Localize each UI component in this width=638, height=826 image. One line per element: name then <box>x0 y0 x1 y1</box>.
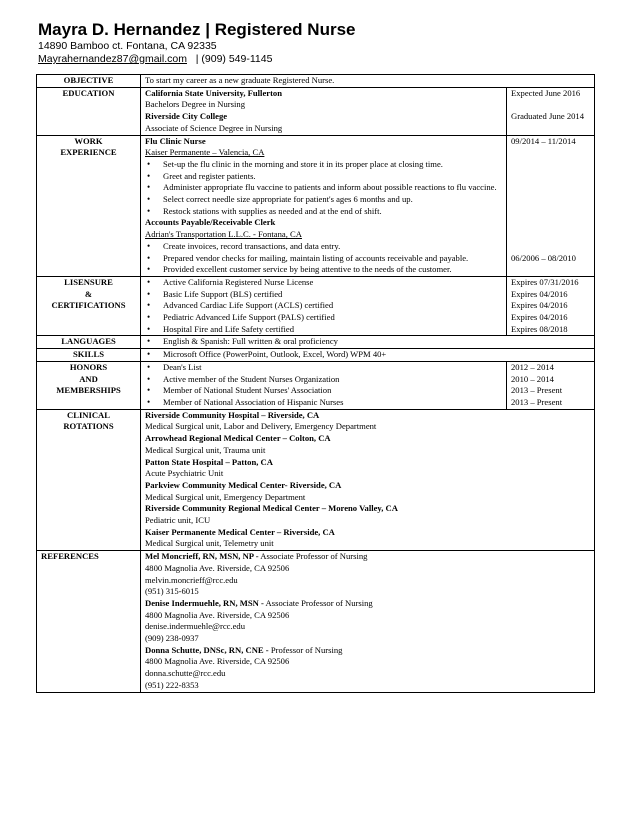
reference-role: Associate Professor of Nursing <box>263 597 373 608</box>
licensure-label-line: LISENSURE <box>64 276 113 287</box>
honors-label <box>37 361 141 409</box>
list-item: • Create invoices, record transactions, and data entry. <box>145 241 502 253</box>
email-link[interactable]: Mayrahernandez87@gmail.com <box>38 53 187 65</box>
list-item: • Set-up the flu clinic in the morning and store it in its proper place at closing time. <box>145 159 502 171</box>
reference-role: Associate Professor of Nursing <box>258 551 368 562</box>
rotation-site: Patton State Hospital – Patton, CA <box>145 456 273 467</box>
list-item: • Active member of the Student Nurses Organization <box>145 374 502 386</box>
job-employer: Kaiser Permanente – Valencia, CA <box>145 147 265 158</box>
rotation-unit: Medical Surgical unit, Telemetry unit <box>145 538 274 549</box>
honors-label-line: AND <box>79 373 98 384</box>
job-bullets <box>145 241 502 276</box>
rotation-site: Kaiser Permanente Medical Center – Riverside, CA <box>145 526 335 537</box>
job-dates: 06/2006 – 08/2010 <box>511 252 576 263</box>
list-item: • Pediatric Advanced Life Support (PALS) certified <box>145 312 502 324</box>
contact-line <box>38 53 598 66</box>
objective-row <box>37 75 595 88</box>
licensure-label-line: CERTIFICATIONS <box>51 300 126 311</box>
rotation-unit: Medical Surgical unit, Emergency Department <box>145 491 306 502</box>
school-name: California State University, Fullerton <box>145 87 283 98</box>
reference-heading <box>145 645 590 657</box>
clinical-row <box>37 409 595 550</box>
list-item: • Select correct needle size appropriate for patient's ages 6 months and up. <box>145 194 502 206</box>
expiry-date: Expires 04/2016 <box>511 288 568 299</box>
licensure-row <box>37 276 595 336</box>
references-label: REFERENCES <box>37 551 141 692</box>
reference-heading <box>145 598 590 610</box>
work-dates <box>507 135 595 276</box>
resume-table <box>36 74 595 693</box>
rotation-site: Riverside Community Regional Medical Center – Moreno Valley, CA <box>145 503 398 514</box>
rotation-unit: Medical Surgical unit, Labor and Delivery, Emergency Department <box>145 421 377 432</box>
rotation-site: Riverside Community Hospital – Riverside, CA <box>145 409 320 420</box>
rotation-site: Parkview Community Medical Center- Riverside, CA <box>145 479 342 490</box>
rotation-unit: Pediatric unit, ICU <box>145 515 211 526</box>
clinical-label-line: ROTATIONS <box>63 421 114 432</box>
reference-email[interactable]: denise.indermuehle@rcc.edu <box>145 621 246 632</box>
phone-number: | (909) 549-1145 <box>195 53 273 65</box>
list-item: • Member of National Student Nurses' Association <box>145 385 502 397</box>
work-label <box>37 135 141 276</box>
list-item: • Hospital Fire and Life Safety certified <box>145 324 502 336</box>
licensure-list <box>141 276 507 336</box>
list-item: • Basic Life Support (BLS) certified <box>145 289 502 301</box>
honor-date: 2013 – Present <box>511 385 563 396</box>
work-row <box>37 135 595 276</box>
job-employer: Adrian's Transportation L.L.C. - Fontana, CA <box>145 229 302 240</box>
references-row <box>37 551 595 692</box>
reference-name: Mel Moncrieff, RN, MSN, NP - <box>145 551 259 562</box>
reference-phone: (951) 315-6015 <box>145 586 199 597</box>
objective-label: OBJECTIVE <box>37 75 141 88</box>
rotation-site: Arrowhead Regional Medical Center – Colton, CA <box>145 433 331 444</box>
expiry-date: Expires 08/2018 <box>511 323 568 334</box>
address-line: 14890 Bamboo ct. Fontana, CA 92335 <box>38 40 217 52</box>
honors-row <box>37 361 595 409</box>
work-label-line: EXPERIENCE <box>60 147 117 158</box>
expiry-date: Expires 04/2016 <box>511 300 568 311</box>
education-list <box>141 87 507 135</box>
list-item: • Active California Registered Nurse License <box>145 277 502 289</box>
list-item: • Restock stations with supplies as needed and at the end of shift. <box>145 206 502 218</box>
job-title: Flu Clinic Nurse <box>145 135 206 146</box>
skills-label: SKILLS <box>37 349 141 362</box>
expiry-date: Expires 04/2016 <box>511 312 568 323</box>
clinical-list <box>141 409 595 550</box>
page-title: Mayra D. Hernandez | Registered Nurse <box>38 20 356 39</box>
reference-name: Denise Indermuehle, RN, MSN - <box>145 597 264 608</box>
languages-label: LANGUAGES <box>37 336 141 349</box>
honors-label-line: HONORS <box>69 361 108 372</box>
list-item: • Administer appropriate flu vaccine to patients and inform about possible reactions to flu vaccine. <box>145 182 502 194</box>
licensure-dates <box>507 276 595 336</box>
skills-cell <box>141 349 595 362</box>
school-name: Riverside City College <box>145 111 228 122</box>
education-dates <box>507 87 595 135</box>
reference-address: 4800 Magnolia Ave. Riverside, CA 92506 <box>145 656 290 667</box>
reference-name: Donna Schutte, DNSc, RN, CNE - <box>145 644 269 655</box>
list-item: • Member of National Association of Hispanic Nurses <box>145 397 502 409</box>
honor-date: 2012 – 2014 <box>511 361 554 372</box>
reference-heading <box>145 551 590 563</box>
list-item: • Provided excellent customer service by being attentive to the needs of the customer. <box>145 264 502 276</box>
education-date: Graduated June 2014 <box>511 111 585 122</box>
job-bullets <box>145 159 502 218</box>
languages-row <box>37 336 595 349</box>
reference-phone: (909) 238-0937 <box>145 633 199 644</box>
list-item: • Dean's List <box>145 362 502 374</box>
references-list <box>141 551 595 692</box>
clinical-label-line: CLINICAL <box>67 409 110 420</box>
list-item: • Microsoft Office (PowerPoint, Outlook, Excel, Word) WPM 40+ <box>145 349 590 361</box>
work-list <box>141 135 507 276</box>
honor-date: 2013 – Present <box>511 396 563 407</box>
education-row <box>37 87 595 135</box>
reference-address: 4800 Magnolia Ave. Riverside, CA 92506 <box>145 562 290 573</box>
rotation-unit: Acute Psychiatric Unit <box>145 468 224 479</box>
languages-cell <box>141 336 595 349</box>
reference-email[interactable]: donna.schutte@rcc.edu <box>145 668 226 679</box>
job-dates: 09/2014 – 11/2014 <box>511 135 576 146</box>
education-label: EDUCATION <box>37 87 141 135</box>
work-label-line: WORK <box>74 135 103 146</box>
skills-row <box>37 349 595 362</box>
job-title: Accounts Payable/Receivable Clerk <box>145 217 276 228</box>
list-item: • Advanced Cardiac Life Support (ACLS) certified <box>145 300 502 312</box>
list-item: • Prepared vendor checks for mailing, maintain listing of accounts receivable and payable. <box>145 253 502 265</box>
resume-header <box>38 20 598 66</box>
objective-text: To start my career as a new graduate Registered Nurse. <box>141 75 595 88</box>
list-item: • Greet and register patients. <box>145 171 502 183</box>
licensure-label-line: & <box>84 288 93 299</box>
honors-label-line: MEMBERSHIPS <box>56 385 121 396</box>
honor-date: 2010 – 2014 <box>511 373 554 384</box>
honors-dates <box>507 361 595 409</box>
reference-address: 4800 Magnolia Ave. Riverside, CA 92506 <box>145 609 290 620</box>
expiry-date: Expires 07/31/2016 <box>511 276 579 287</box>
reference-phone: (951) 222-8353 <box>145 679 199 690</box>
education-date: Expected June 2016 <box>511 87 581 98</box>
reference-role: Professor of Nursing <box>268 644 343 655</box>
list-item: • English & Spanish: Full written & oral proficiency <box>145 336 590 348</box>
honors-list <box>141 361 507 409</box>
rotation-unit: Medical Surgical unit, Trauma unit <box>145 444 266 455</box>
degree-name: Bachelors Degree in Nursing <box>145 99 245 110</box>
reference-email[interactable]: melvin.moncrieff@rcc.edu <box>145 574 238 585</box>
degree-name: Associate of Science Degree in Nursing <box>145 122 283 133</box>
licensure-label <box>37 276 141 336</box>
clinical-label <box>37 409 141 550</box>
